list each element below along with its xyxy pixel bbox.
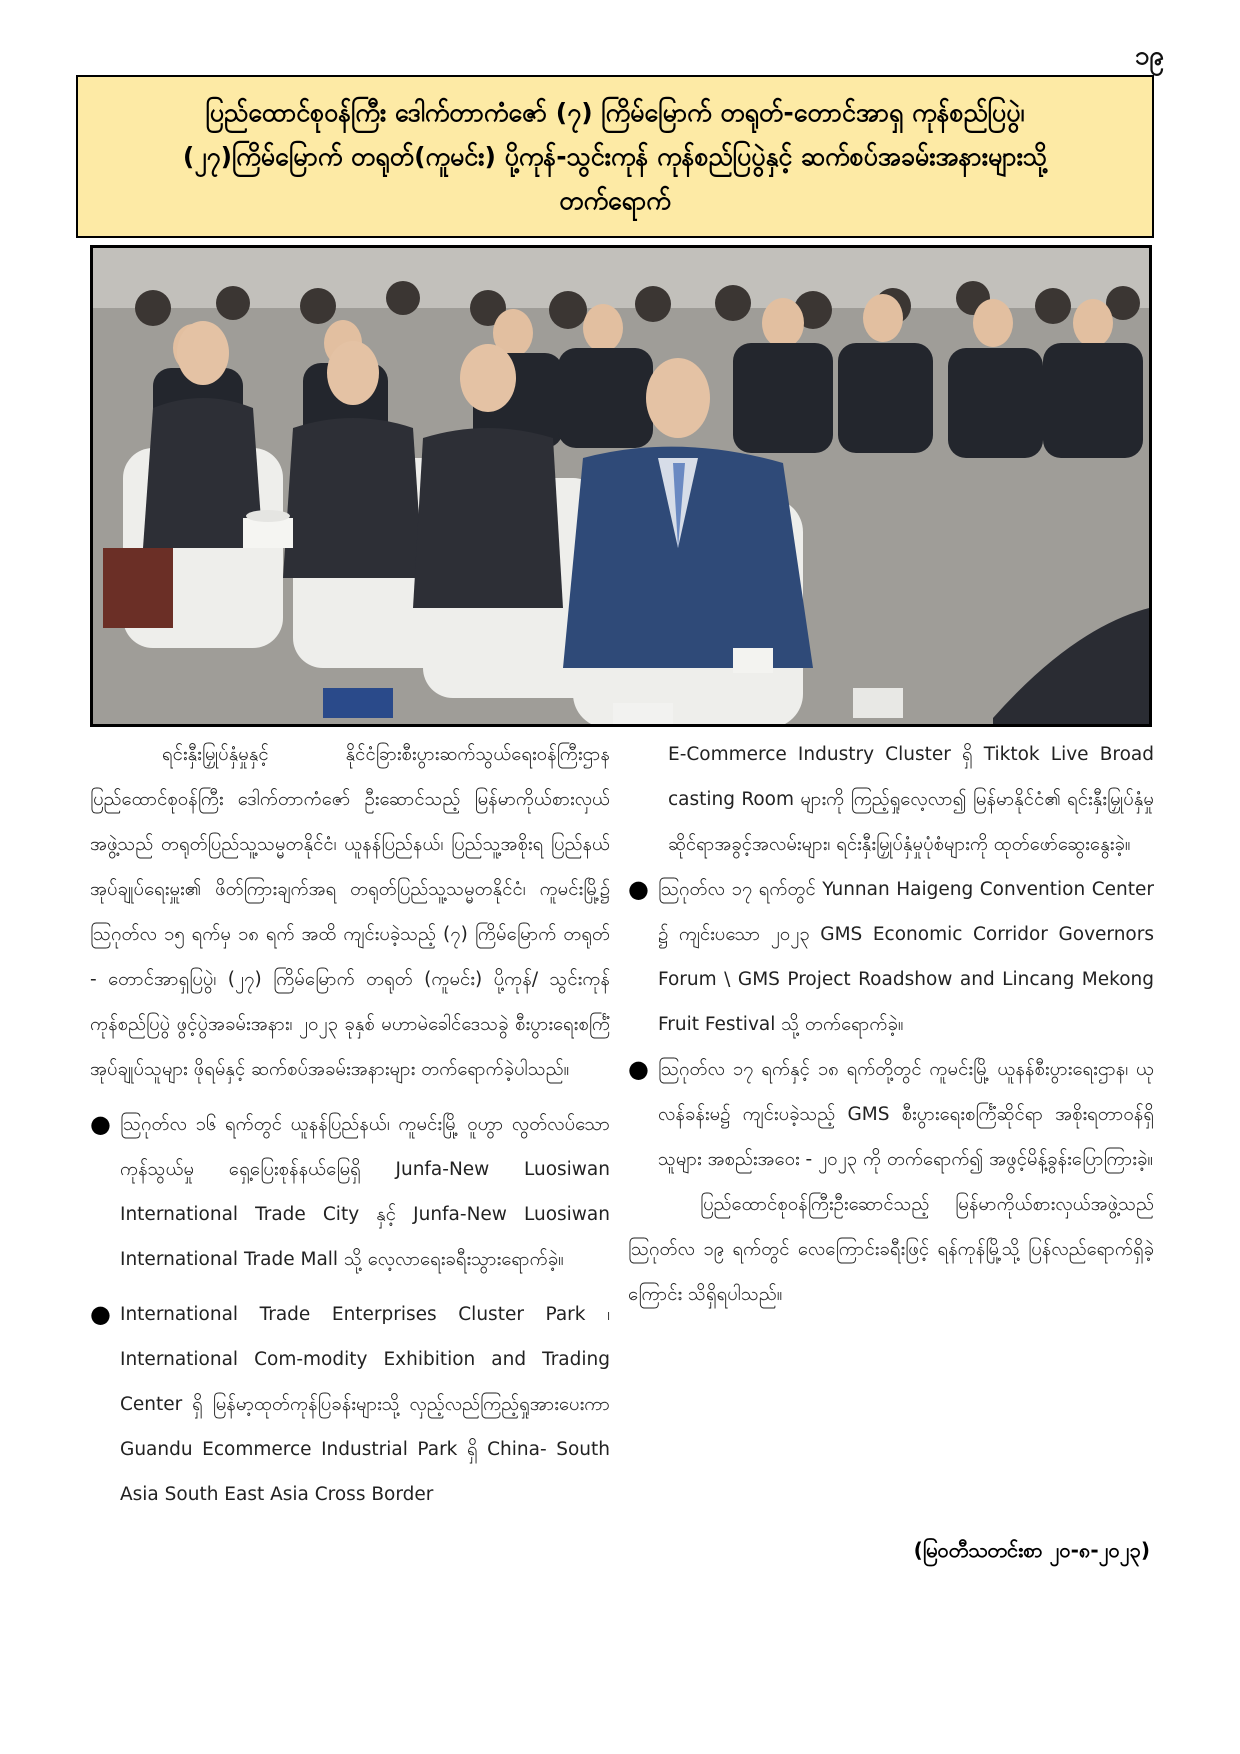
conference-photo <box>90 245 1152 727</box>
list-item <box>628 867 1154 1047</box>
bullet-text: ဩဂုတ်လ ၁၇ ရက်နှင့် ၁၈ ရက်တို့တွင် ကူမင်းမြို့ ယူနန်စီးပွားရေးဌာန၊ ယုလန်ခန်းမ၌ ကျင်းပခဲ့သည့် GMS စီးပွားရေးစင်္ကြံဆိုင်ရာ အစိုးရတာဝန်ရှိသူများ အစည်းအဝေး - ၂၀၂၃ ကို တက်ရောက်၍ အဖွင့်မိန့်ခွန်းပြောကြားခဲ့။ <box>658 1059 1154 1170</box>
bullet-icon: ● <box>628 1055 649 1083</box>
intro-paragraph: ရင်းနှီးမြှုပ်နှံမှုနှင့် နိုင်ငံခြားစီးပွားဆက်သွယ်ရေးဝန်ကြီးဌာန ပြည်ထောင်စုဝန်ကြီး ဒေါက်တာကံဇော် ဦးဆောင်သည့် မြန်မာကိုယ်စားလှယ်အဖွဲ့သည် တရုတ်ပြည်သူ့သမ္မတနိုင်ငံ၊ ယူနန်ပြည်နယ်၊ ပြည်သူ့အစိုးရ ပြည်နယ်အုပ်ချုပ်ရေးမှူး၏ ဖိတ်ကြားချက်အရ တရုတ်ပြည်သူ့သမ္မတနိုင်ငံ၊ ကူမင်းမြို့၌ ဩဂုတ်လ ၁၅ ရက်မှ ၁၈ ရက် အထိ ကျင်းပခဲ့သည့် (၇) ကြိမ်မြောက် တရုတ် - တောင်အာရှပြပွဲ၊ (၂၇) ကြိမ်မြောက် တရုတ် (ကူမင်း) ပို့ကုန်/ သွင်းကုန် ကုန်စည်ပြပွဲ ဖွင့်ပွဲအခမ်းအနား၊ ၂၀၂၃ ခုနှစ် မဟာမဲခေါင်ဒေသခွဲ စီးပွားရေးစင်္ကြံ အုပ်ချုပ်သူများ ဖိုရမ်နှင့် ဆက်စပ်အခမ်းအနားများ တက်ရောက်ခဲ့ပါသည်။ <box>90 744 610 1080</box>
continuation-paragraph: E-Commerce Industry Cluster ရှိ Tiktok Live Broad casting Room များကို ကြည့်ရှုလေ့လာ၍ မြန်မာနိုင်ငံ၏ ရင်းနှီးမြှုပ်နှံမှုဆိုင်ရာအခွင့်အလမ်းများ၊ ရင်းနှီးမြှုပ်နှံမှုပုံစံများကို ထုတ်ဖော်ဆွေးနွေးခဲ့။ <box>668 744 1154 855</box>
page-number: ၁၉ <box>1134 41 1164 71</box>
bullet-text: ဩဂုတ်လ ၁၆ ရက်တွင် ယူနန်ပြည်နယ်၊ ကူမင်းမြို့ ဝူဟွာ လွတ်လပ်သောကုန်သွယ်မှု ရှေ့ပြေးစုန်နယ်မြေရှိ Junfa-New Luosiwan International Trade City နှင့် Junfa-New Luosiwan International Trade Mall သို့ လေ့လာရေးခရီးသွားရောက်ခဲ့။ <box>120 1114 610 1270</box>
closing-paragraph: ပြည်ထောင်စုဝန်ကြီးဦးဆောင်သည့် မြန်မာကိုယ်စားလှယ်အဖွဲ့သည် ဩဂုတ်လ ၁၉ ရက်တွင် လေကြောင်းခရီးဖြင့် ရန်ကုန်မြို့သို့ ပြန်လည်ရောက်ရှိခဲ့ကြောင်း သိရှိရပါသည်။ <box>628 1194 1154 1305</box>
headline-line-3: တက်ရောက် <box>559 186 671 215</box>
headline-box <box>76 75 1154 238</box>
list-item <box>90 1292 610 1517</box>
left-column <box>90 732 610 1517</box>
bullet-text: ဩဂုတ်လ ၁၇ ရက်တွင် Yunnan Haigeng Convention Center ၌ ကျင်းပသော ၂၀၂၃ GMS Economic Corridor Governors Forum \ GMS Project Roadshow and Lincang Mekong Fruit Festival သို့ တက်ရောက်ခဲ့။ <box>658 879 1154 1035</box>
right-column <box>628 732 1154 1317</box>
source-citation: (မြဝတီသတင်းစာ ၂၀-၈-၂၀၂၃) <box>913 1538 1150 1562</box>
bullet-icon: ● <box>90 1300 111 1328</box>
bullet-icon: ● <box>90 1110 111 1138</box>
list-item <box>90 1102 610 1282</box>
bullet-text: International Trade Enterprises Cluster Park ၊ International Com-modity Exhibition and Trading Center ရှိ မြန်မာ့ထုတ်ကုန်ပြခန်းများသို့ လှည့်လည်ကြည့်ရှုအားပေးကာ Guandu Ecommerce Industrial Park ရှိ China- South Asia South East Asia Cross Border <box>120 1304 610 1505</box>
conference-photo-illustration <box>93 248 1149 724</box>
list-item <box>628 1047 1154 1182</box>
headline-line-1: ပြည်ထောင်စုဝန်ကြီး ဒေါက်တာကံဇော် (၇) ကြိမ်မြောက် တရုတ်-တောင်အာရှ ကုန်စည်ပြပွဲ၊ <box>205 98 1025 127</box>
bullet-icon: ● <box>628 875 649 903</box>
headline-line-2: (၂၇)ကြိမ်မြောက် တရုတ်(ကူမင်း) ပို့ကုန်-သွင်းကုန် ကုန်စည်ပြပွဲနှင့် ဆက်စပ်အခမ်းအနားများသို့ <box>182 142 1048 171</box>
